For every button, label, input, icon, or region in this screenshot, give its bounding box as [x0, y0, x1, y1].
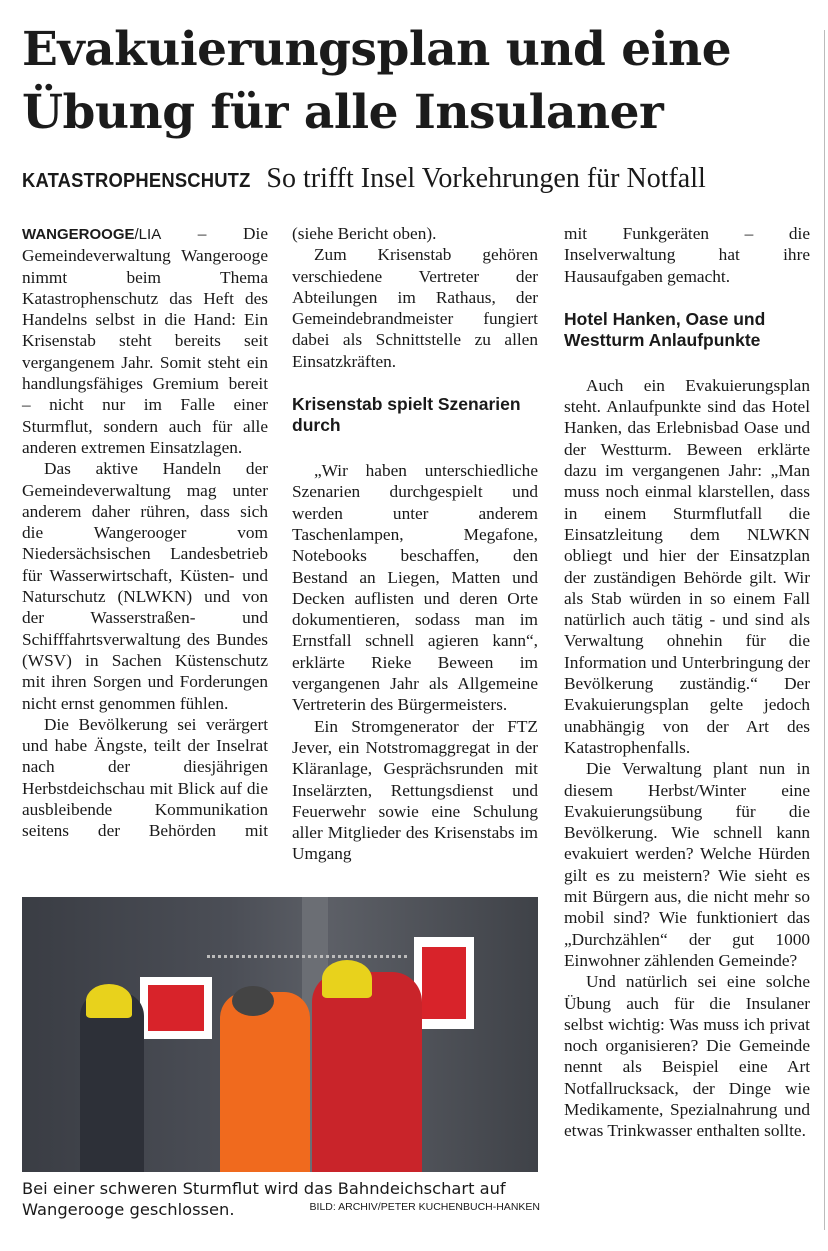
column-rule — [824, 30, 825, 1230]
dateline: WANGEROOGE/LIA — [22, 226, 162, 243]
kicker: KATASTROPHENSCHUTZ — [22, 170, 251, 192]
paragraph: „Wir haben unterschiedliche Szenarien durchgespielt und werden unter anderem Taschenlampen, Megafone, Notebooks beschaffen, den Bestand an Liegen, Matten und Decken auflisten und deren Orte dokumentieren, sodass man im Ernstfall schnell agieren kann“, erklärte Rieke Beween im vergangenen Jahr als Allgemeine Vertreterin des Bürgermeisters. — [292, 461, 538, 715]
worker-orange — [220, 992, 310, 1172]
firefighter-2 — [312, 972, 422, 1172]
paragraph: Auch ein Evakuierungsplan steht. Anlaufpunkte sind das Hotel Hanken, das Erlebnisbad Oase und der Westturm. Beween erklärte dazu im vergangenen Jahr: „Man muss noch einmal klarstellen, dass in einem Sturmflutfall die Einsatzleitung dem NLWKN obliegt und hier der Einsatzplan der zuständigen Behörde gilt. Wir als Stab würden in so einem Fall natürlich auch tätig - und sind als Verwaltung ohnehin für die Information und Unterbringung der Bevölkerung zuständig.“ Der Evakuierungsplan gelte jedoch unabhängig von der Art des Katastrophenfalls. — [564, 375, 810, 757]
photo-credit: BILD: ARCHIV/PETER KUCHENBUCH-HANKEN — [309, 1201, 540, 1213]
firefighter-1 — [80, 992, 144, 1172]
paragraph: Die Bevölkerung sei verärgert und habe Ängste, teilt der Inselrat nach der diesjährigen Herbstdeichschau mit Blick auf die ausbleibende Kommunikation seitens der Behörden mit — [22, 714, 268, 841]
paragraph: Und natürlich sei eine solche Übung auch für die Insulaner selbst wichtig: Was muss ich privat noch organisieren? Die Gemeinde nennt als Beispiel eine Art Notfallrucksack, der Dinge wie Medikamente, Spezialnahrung und etwas Trinkwasser enthalten sollte. — [564, 972, 810, 1141]
headline-line-2: Übung für alle Insulaner — [22, 85, 664, 140]
column-1 — [22, 223, 268, 842]
subheadline — [22, 163, 822, 195]
paragraph: (siehe Bericht oben). — [292, 224, 437, 243]
crosshead: Hotel Hanken, Oase und Westturm Anlaufpunkte — [564, 308, 766, 350]
chain — [207, 955, 407, 964]
subtitle: So trifft Insel Vorkehrungen für Notfall — [266, 163, 706, 194]
crosshead: Krisenstab spielt Szenarien durch — [292, 394, 521, 436]
paragraph: WANGEROOGE/LIA – Die Gemeindeverwaltung Wangerooge nimmt beim Thema Katastrophenschutz das Heft des Handelns selbst in die Hand: Ein Krisenstab steht bereits seit vergangenem Jahr. Somit steht ein handlungsfähiges Gremium bereit – nicht nur im Falle einer Sturmflut, sondern auch für alle anderen extremen Einsatzlagen. — [22, 224, 268, 457]
headline-line-1: Evakuierungsplan und eine — [22, 22, 732, 77]
paragraph: Zum Krisenstab gehören verschiedene Vertreter der Abteilungen im Rathaus, der Gemeindebrandmeister fungiert dabei als Schnittstelle zu allen Einsatzkräften. — [292, 245, 538, 371]
warning-sign-right — [414, 937, 474, 1029]
column-3 — [564, 223, 810, 1142]
photo-caption — [22, 1178, 540, 1220]
column-2 — [292, 223, 538, 865]
paragraph: mit Funkgeräten – die Inselverwaltung hat ihre Hausaufgaben gemacht. — [564, 224, 810, 286]
headline — [22, 18, 812, 144]
paragraph: Die Verwaltung plant nun in diesem Herbst/Winter eine Evakuierungsübung für die Bevölkerung. Wie schnell kann evakuiert werden? Welche Hürden gilt es zu meistern? Wie sieht es mit Bürgern aus, die nicht mehr so mobil sind? Wie funktioniert das „Durchzählen“ der gut 1000 Einwohner zählenden Gemeinde? — [564, 759, 810, 970]
article-photo — [22, 897, 538, 1172]
paragraph: Ein Stromgenerator der FTZ Jever, ein Notstromaggregat in der Kläranlage, Gesprächsrunden mit Inselärzten, Rettungsdienst und Feuerwehr sowie eine Schulung aller Mitglieder des Krisenstabs im Umgang — [292, 716, 538, 864]
paragraph: Das aktive Handeln der Gemeindeverwaltung mag unter anderem daher rühren, dass sich die Wangerooger vom Niedersächsischen Landesbetrieb für Wasserwirtschaft, Küsten- und Naturschutz (NLWKN) und von der Wasserstraßen- und Schifffahrtsverwaltung des Bundes (WSV) in Sachen Küstenschutz mit ihren Sorgen und Forderungen nicht ernst genommen fühlen. — [22, 459, 268, 713]
warning-sign-left — [140, 977, 212, 1039]
caption-text: Bei einer schweren Sturmflut wird das Bahndeichschart auf Wangerooge geschlossen. — [22, 1179, 506, 1219]
